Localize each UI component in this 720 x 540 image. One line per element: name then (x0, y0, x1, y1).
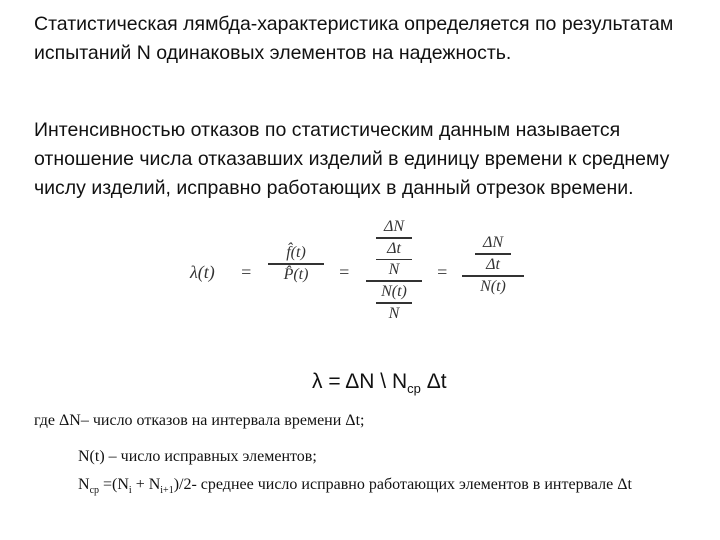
formula-dt-top: Δt (387, 239, 401, 257)
formula-equals-1: = (240, 262, 253, 282)
ncp-sub-i: i (128, 485, 132, 497)
formula-dt-right: Δt (486, 255, 500, 273)
formula-dN-top: ΔN (383, 218, 405, 235)
ncp-definition (78, 474, 678, 502)
formula-Nt-right: N(t) (480, 277, 506, 295)
ncp-text-1: =(N (99, 476, 129, 493)
formula-N-bottom: N (388, 304, 400, 322)
where-dN-definition: где ΔN– число отказов на интервала времени Δt; (34, 412, 365, 429)
nt-definition: N(t) – число исправных элементов; (78, 448, 317, 465)
lambda-formula-part1: λ = ΔN \ N (312, 370, 408, 393)
failure-rate-formula-image (190, 218, 550, 330)
formula-fraction-f-over-p (268, 244, 324, 284)
lambda-formula-part2: Δt (420, 370, 447, 393)
formula-f-hat: f̂(t) (286, 244, 306, 261)
formula-equals-3: = (436, 262, 449, 282)
lambda-formula-text (312, 370, 447, 396)
formula-dN-right: ΔN (482, 234, 504, 251)
lambda-formula-sub: ср (407, 381, 421, 397)
formula-compound-fraction (366, 218, 422, 323)
ncp-sub-i1: i+1 (160, 485, 174, 497)
formula-equals-2: = (338, 262, 351, 282)
formula-fraction-right (462, 234, 524, 296)
ncp-text-3: )/2- среднее число исправно работающих элементов в интервале Δt (173, 476, 632, 493)
ncp-text-2: + N (131, 476, 161, 493)
definition-paragraph-2: Интенсивностью отказов по статистическим данным называется отношение числа отказавших изделий в единицу времени к среднему числу изделий, исправно работающих в данный отрезок времени. (34, 119, 670, 199)
formula-Nt-bottom: N(t) (381, 283, 407, 300)
formula-p-hat: P̂(t) (283, 266, 309, 283)
ncp-n: N (78, 476, 90, 493)
ncp-sub-cp: ср (89, 485, 100, 497)
formula-N-top: N (388, 261, 400, 278)
definition-paragraph-1: Статистическая лямбда-характеристика определяется по результатам испытаний N одинаковых элементов на надежность. (34, 13, 674, 64)
formula-lambda-t: λ(t) (190, 262, 215, 282)
